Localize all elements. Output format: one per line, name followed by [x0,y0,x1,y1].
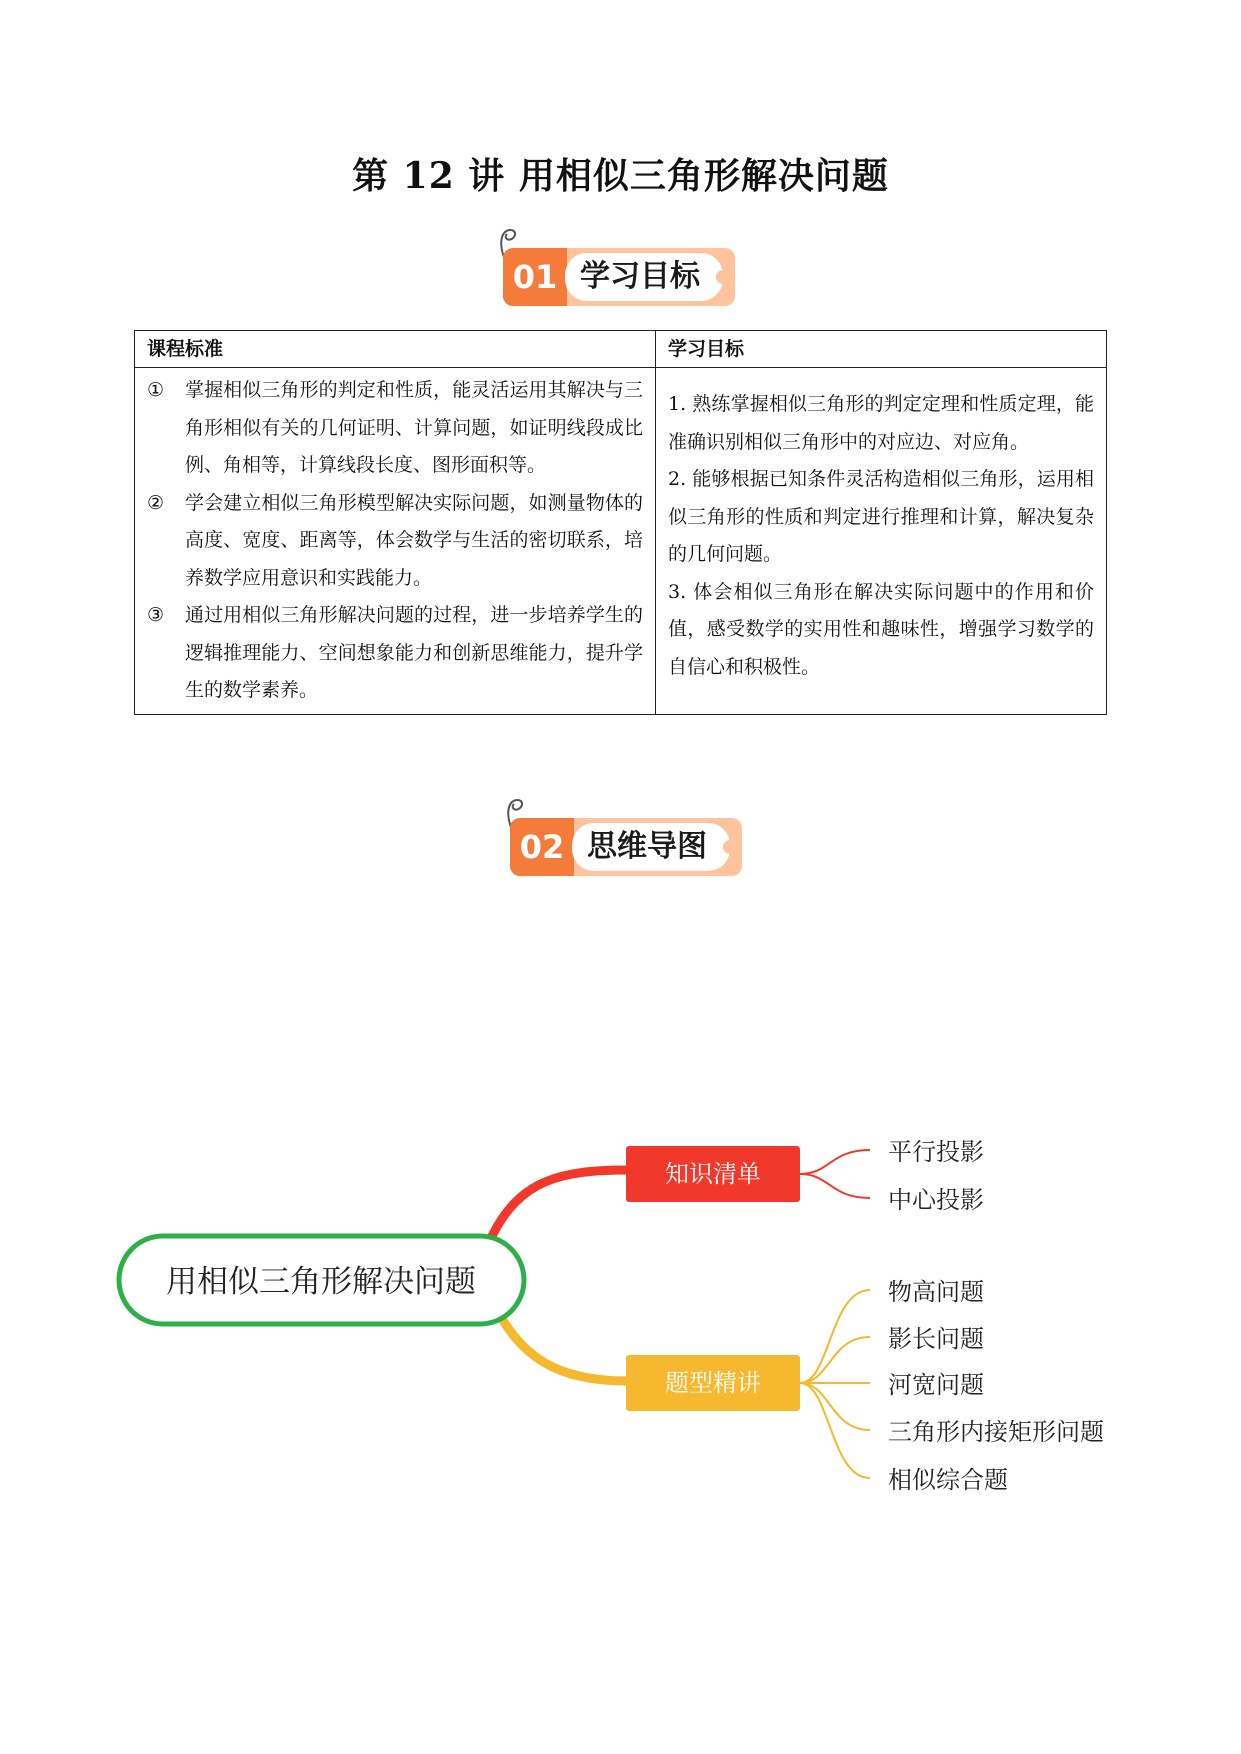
goal-item: 2. 能够根据已知条件灵活构造相似三角形，运用相似三角形的性质和判定进行推理和计算，解决复杂的几何问题。 [668,468,1094,565]
table-header: 课程标准 [135,331,656,368]
standard-item [147,485,643,598]
leaf-connector [800,1290,870,1383]
leaf-label: 三角形内接矩形问题 [888,1418,1104,1446]
section-label: 学习目标 [580,259,700,294]
leaf-label: 平行投影 [888,1138,984,1166]
standard-text: 通过用相似三角形解决问题的过程，进一步培养学生的逻辑推理能力、空间想象能力和创新思维能力，提升学生的数学素养。 [185,604,643,701]
section-number: 01 [503,248,567,306]
table-header-row [135,331,1107,368]
leaf-label: 中心投影 [888,1186,984,1214]
item-number: ① [147,379,165,401]
section-badge-goals [495,226,745,306]
mindmap-root-label: 用相似三角形解决问题 [166,1264,476,1300]
leaf-connector [800,1383,870,1478]
table-row [135,368,1107,715]
section-badge-mindmap [502,796,752,876]
branch-label: 知识清单 [665,1160,761,1188]
section-label: 思维导图 [587,829,707,864]
leaf-label: 物高问题 [888,1278,984,1306]
table-header: 学习目标 [656,331,1107,368]
standards-cell [135,368,656,715]
mind-map [0,1080,1241,1520]
standard-item [147,372,643,485]
goal-item: 1. 熟练掌握相似三角形的判定定理和性质定理，能准确识别相似三角形中的对应边、对应角。 [668,393,1094,453]
leaf-connector [800,1383,870,1430]
standard-item [147,597,643,710]
leaf-connector [800,1174,870,1198]
leaf-connector [800,1150,870,1174]
branch-connector [492,1170,628,1236]
standard-text: 掌握相似三角形的判定和性质，能灵活运用其解决与三角形相似有关的几何证明、计算问题，如证明线段成比例、角相等，计算线段长度、图形面积等。 [185,379,643,476]
leaf-label: 相似综合题 [888,1466,1008,1494]
standard-text: 学会建立相似三角形模型解决实际问题，如测量物体的高度、宽度、距离等，体会数学与生活的密切联系，培养数学应用意识和实践能力。 [185,491,643,589]
goals-table [134,330,1107,715]
leaf-label: 河宽问题 [888,1371,984,1399]
section-number: 02 [510,818,574,876]
goal-item: 3. 体会相似三角形在解决实际问题中的作用和价值，感受数学的实用性和趣味性，增强学习数学的自信心和积极性。 [668,580,1094,678]
goals-cell [656,368,1107,715]
leaf-label: 影长问题 [888,1325,984,1353]
branch-label: 题型精讲 [665,1369,761,1397]
item-number: ③ [147,604,165,626]
leaf-connector [800,1337,870,1383]
item-number: ② [147,491,165,514]
page-title: 第 12 讲 用相似三角形解决问题 [352,155,889,197]
